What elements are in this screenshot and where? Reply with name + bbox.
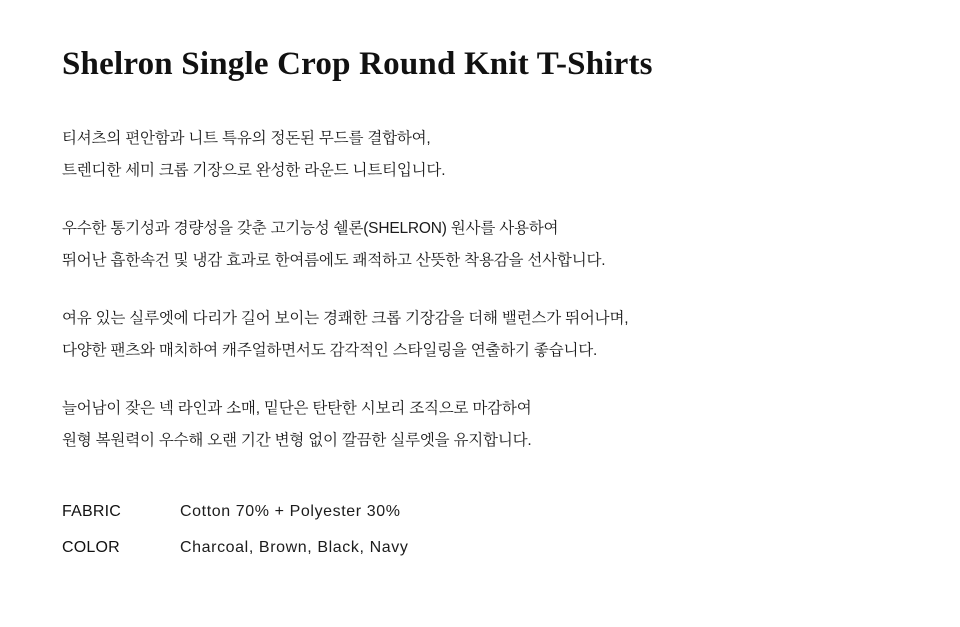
description-line: 다양한 팬츠와 매치하여 캐주얼하면서도 감각적인 스타일링을 연출하기 좋습니다. xyxy=(62,342,598,360)
spec-label: COLOR xyxy=(62,539,120,557)
description-paragraph xyxy=(62,213,898,277)
description-line: 티셔츠의 편안함과 니트 특유의 정돈된 무드를 결합하여, xyxy=(62,130,431,148)
page-title: Shelron Single Crop Round Knit T-Shirts xyxy=(62,46,653,82)
spec-value: Charcoal, Brown, Black, Navy xyxy=(180,539,409,557)
description-line: 여유 있는 실루엣에 다리가 길어 보이는 경쾌한 크롭 기장감을 더해 밸런스가 뛰어나며, xyxy=(62,310,629,328)
spec-value: Cotton 70% + Polyester 30% xyxy=(180,503,401,521)
spec-label: FABRIC xyxy=(62,503,121,521)
description-paragraph xyxy=(62,123,898,187)
description-paragraph xyxy=(62,303,898,367)
description-paragraph xyxy=(62,393,898,457)
description-line: 원형 복원력이 우수해 오랜 기간 변형 없이 깔끔한 실루엣을 유지합니다. xyxy=(62,432,532,450)
spec-row-fabric xyxy=(62,503,898,521)
product-specs xyxy=(62,503,898,557)
description-line: 늘어남이 잦은 넥 라인과 소매, 밑단은 탄탄한 시보리 조직으로 마감하여 xyxy=(62,400,532,418)
product-description xyxy=(62,123,898,457)
spec-row-color xyxy=(62,539,898,557)
description-line: 우수한 통기성과 경량성을 갖춘 고기능성 쉘론(SHELRON) 원사를 사용하여 xyxy=(62,220,559,238)
description-line: 뛰어난 흡한속건 및 냉감 효과로 한여름에도 쾌적하고 산뜻한 착용감을 선사합니다. xyxy=(62,252,606,270)
description-line: 트렌디한 세미 크롭 기장으로 완성한 라운드 니트티입니다. xyxy=(62,162,446,180)
